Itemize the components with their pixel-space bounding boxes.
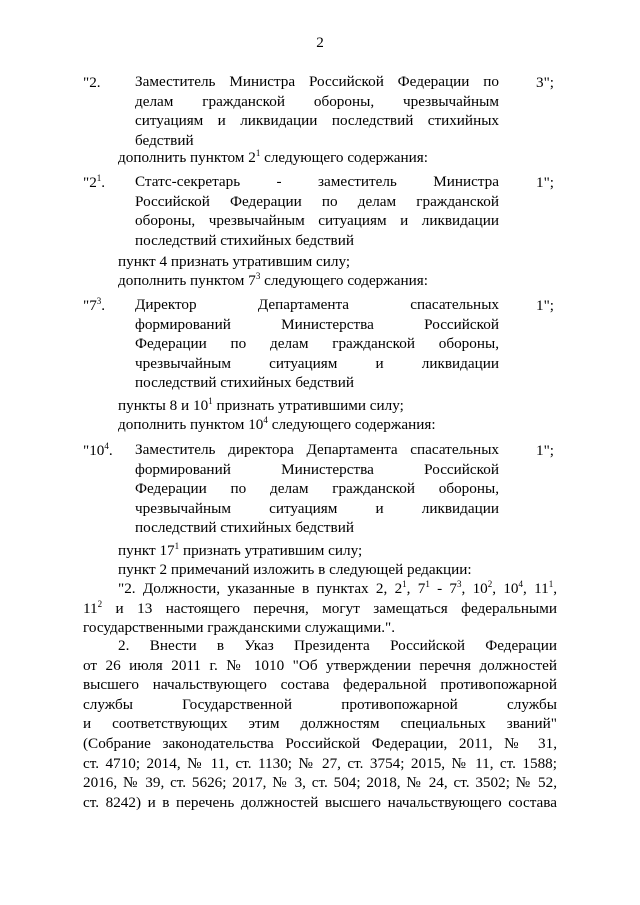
entry-number: "$10^4$.: [83, 441, 113, 459]
paragraph-line: ст. 4710; 2014, № 11, ст. 1130; № 27, ст. 3754; 2015, № 11, ст. 1588;: [83, 754, 557, 772]
entry-position-text: [135, 172, 499, 250]
position-line: чрезвычайным ситуациям и ликвидации: [135, 354, 499, 372]
position-line: чрезвычайным ситуациям и ликвидации: [135, 499, 499, 517]
paragraph-line: 2. Внести в Указ Президента Российской Федерации: [118, 637, 557, 654]
entry-number: "$2^1$.: [83, 173, 106, 191]
instruction-line: пункт $17^1$ признать утратившим силу;: [118, 541, 363, 559]
entry-position-text: [135, 72, 499, 150]
note-line: государственными гражданскими служащими.".: [83, 619, 395, 637]
entry-number: "2.: [83, 74, 101, 91]
position-line: ситуациям и ликвидации последствий стихийных: [135, 112, 499, 130]
position-line: бедствий: [135, 131, 194, 149]
position-line: Федерации по делам гражданской обороны,: [135, 480, 499, 498]
instruction-line: пункты 8 и $10^1$ признать утратившими силу;: [118, 396, 404, 414]
position-line: Российской Федерации по делам гражданской: [135, 192, 499, 210]
position-line: формирований Министерства Российской: [135, 315, 499, 333]
position-line: Федерации по делам гражданской обороны,: [135, 335, 499, 353]
position-line: Статс-секретарь - заместитель Министра: [135, 173, 499, 190]
paragraph-line: ст. 8242) и в перечень должностей высшего начальствующего состава: [83, 793, 557, 811]
entry-number: "$7^3$.: [83, 296, 106, 314]
instruction-line: пункт 2 примечаний изложить в следующей редакции:: [118, 561, 472, 578]
position-line: последствий стихийных бедствий: [135, 374, 354, 392]
instruction-line: пункт 4 признать утратившим силу;: [118, 253, 351, 270]
instruction-line: дополнить пунктом $2^1$ следующего содержания:: [118, 148, 428, 166]
position-line: Заместитель директора Департамента спасательных: [135, 441, 499, 458]
position-line: обороны, чрезвычайным ситуациям и ликвидации: [135, 212, 499, 230]
paragraph-line: (Собрание законодательства Российской Федерации, 2011, № 31,: [83, 734, 557, 752]
paragraph-line: от 26 июля 2011 г. № 1010 "Об утверждении перечня должностей: [83, 656, 557, 674]
position-line: последствий стихийных бедствий: [135, 231, 354, 249]
section-2-paragraph: [83, 636, 557, 812]
paragraph-line: 2016, № 39, ст. 5626; 2017, № 3, ст. 504; 2018, № 24, ст. 3502; № 52,: [83, 774, 557, 792]
position-line: Директор Департамента спасательных: [135, 296, 499, 313]
page-number: 2: [316, 34, 324, 51]
entry-count: 1";: [536, 442, 555, 459]
paragraph-line: и соответствующих этим должностям специальных званий": [83, 715, 557, 733]
instruction-line: дополнить пунктом $7^3$ следующего содержания:: [118, 271, 428, 289]
note-line: $11^2$ и 13 настоящего перечня, могут замещаться федеральными: [83, 598, 557, 617]
note-paragraph: [83, 579, 557, 638]
paragraph-line: службы Государственной противопожарной службы: [83, 695, 557, 713]
position-line: последствий стихийных бедствий: [135, 519, 354, 537]
instruction-line: дополнить пунктом $10^4$ следующего содержания:: [118, 415, 436, 433]
entry-count: 3";: [536, 74, 555, 91]
entry-count: 1";: [536, 174, 555, 191]
entry-count: 1";: [536, 297, 555, 314]
position-line: Заместитель Министра Российской Федерации по: [135, 73, 499, 90]
position-line: формирований Министерства Российской: [135, 460, 499, 478]
position-line: делам гражданской обороны, чрезвычайным: [135, 92, 499, 110]
paragraph-line: высшего начальствующего состава федеральной противопожарной: [83, 676, 557, 694]
note-line: "2. Должности, указанные в пунктах 2, $2^1$, $7^1 - 7^3$, $10^2$, $10^4$, $11^1$,: [118, 579, 557, 597]
entry-position-text: [135, 295, 499, 393]
entry-position-text: [135, 440, 499, 538]
